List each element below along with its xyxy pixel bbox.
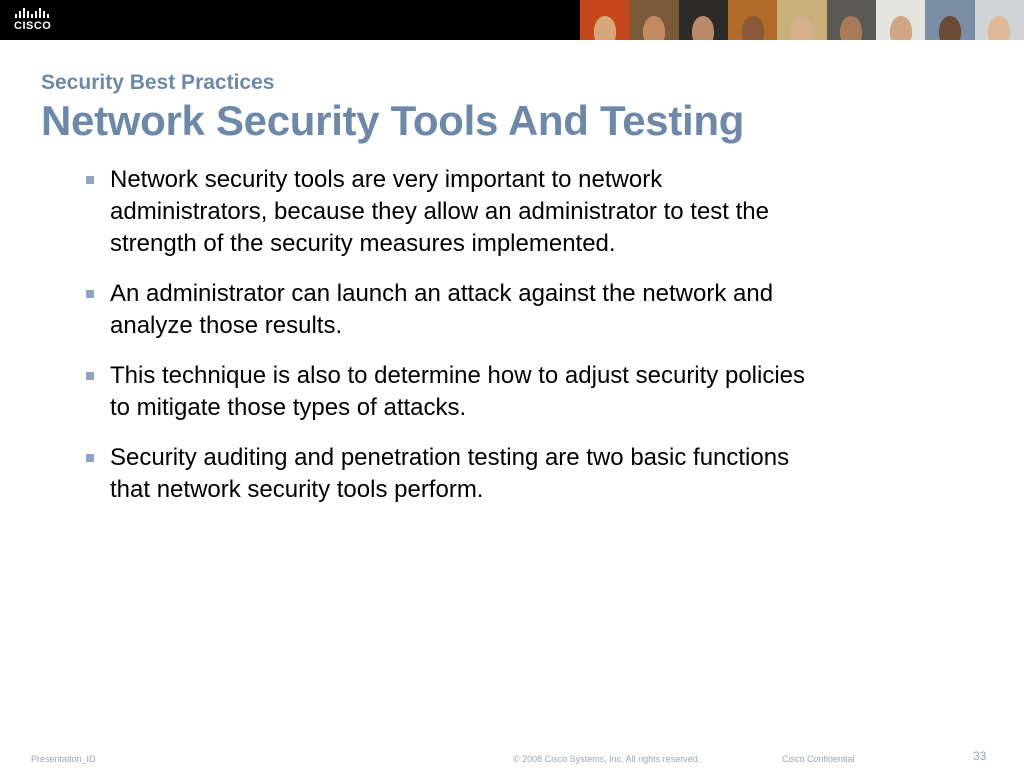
slide-title: Network Security Tools And Testing <box>41 97 745 144</box>
bullet-line: Security auditing and penetration testing are two basic functions <box>110 444 790 471</box>
bullet-line: This technique is also to determine how to adjust security policies <box>110 362 806 389</box>
bullet-item <box>84 278 954 342</box>
square-bullet-icon <box>86 176 94 184</box>
bullet-line: Network security tools are very important to network <box>110 166 663 193</box>
bullet-item <box>84 164 954 260</box>
bullet-line: to mitigate those types of attacks. <box>110 394 467 421</box>
header-photo-tile <box>679 0 728 40</box>
bullet-line: analyze those results. <box>110 312 343 339</box>
header-banner <box>0 0 1024 40</box>
cisco-logo-text: CISCO <box>14 20 52 32</box>
person-photo-icon <box>643 16 665 40</box>
page-number: 33 <box>973 749 987 763</box>
bullet-line: that network security tools perform. <box>110 476 484 503</box>
bullet-item <box>84 442 954 506</box>
bullet-item <box>84 360 954 424</box>
header-photo-tile <box>827 0 876 40</box>
square-bullet-icon <box>86 372 94 380</box>
header-photo-tile <box>728 0 777 40</box>
header-photo-tile <box>876 0 925 40</box>
person-photo-icon <box>988 16 1010 40</box>
header-photo-tile <box>975 0 1024 40</box>
slide-subtitle: Security Best Practices <box>41 71 275 94</box>
cisco-logo <box>14 6 74 34</box>
footer-confidential: Cisco Confidential <box>782 754 855 764</box>
bullet-line: An administrator can launch an attack against the network and <box>110 280 774 307</box>
person-photo-icon <box>939 16 961 40</box>
square-bullet-icon <box>86 290 94 298</box>
person-photo-icon <box>791 16 813 40</box>
footer-presentation-id: Presentation_ID <box>31 754 96 764</box>
square-bullet-icon <box>86 454 94 462</box>
person-photo-icon <box>742 16 764 40</box>
cisco-logo-bars-icon <box>15 6 74 18</box>
person-photo-icon <box>890 16 912 40</box>
header-photo-tile <box>925 0 974 40</box>
person-photo-icon <box>840 16 862 40</box>
header-photo-tile <box>777 0 826 40</box>
person-photo-icon <box>594 16 616 40</box>
person-photo-icon <box>692 16 714 40</box>
bullet-line: strength of the security measures implemented. <box>110 230 616 257</box>
footer-copyright: © 2008 Cisco Systems, Inc. All rights reserved. <box>513 754 701 764</box>
header-photo-tile <box>580 0 629 40</box>
bullet-list <box>84 164 954 524</box>
header-photo-tile <box>629 0 678 40</box>
header-photo-strip <box>580 0 1024 40</box>
bullet-line: administrators, because they allow an administrator to test the <box>110 198 769 225</box>
